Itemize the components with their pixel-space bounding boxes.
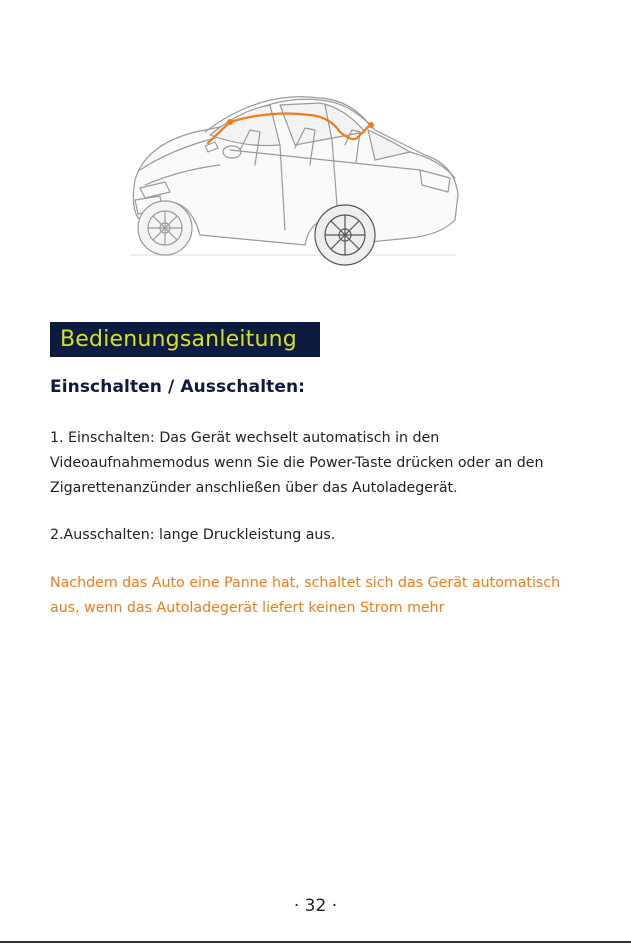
paragraph-power-on: 1. Einschalten: Das Gerät wechselt automatisch in den Videoaufnahmemodus wenn Sie die Power-Taste drücken oder an den Zigarettenanzünder anschließen über das Autoladegerät. — [50, 430, 544, 496]
sub-heading: Einschalten / Ausschalten: — [50, 377, 306, 397]
page-number: · 32 · — [293, 896, 338, 916]
paragraph-power-off: 2.Ausschalten: lange Druckleistung aus. — [50, 527, 336, 543]
car-cable-routing-illustration — [120, 70, 470, 285]
bottom-rule — [0, 941, 631, 943]
section-title: Bedienungsanleitung — [50, 322, 320, 357]
paragraph-note: Nachdem das Auto eine Panne hat, schaltet sich das Gerät automatisch aus, wenn das Autoladegerät liefert keinen Strom mehr — [50, 575, 561, 616]
car-sketch-icon — [120, 70, 470, 285]
